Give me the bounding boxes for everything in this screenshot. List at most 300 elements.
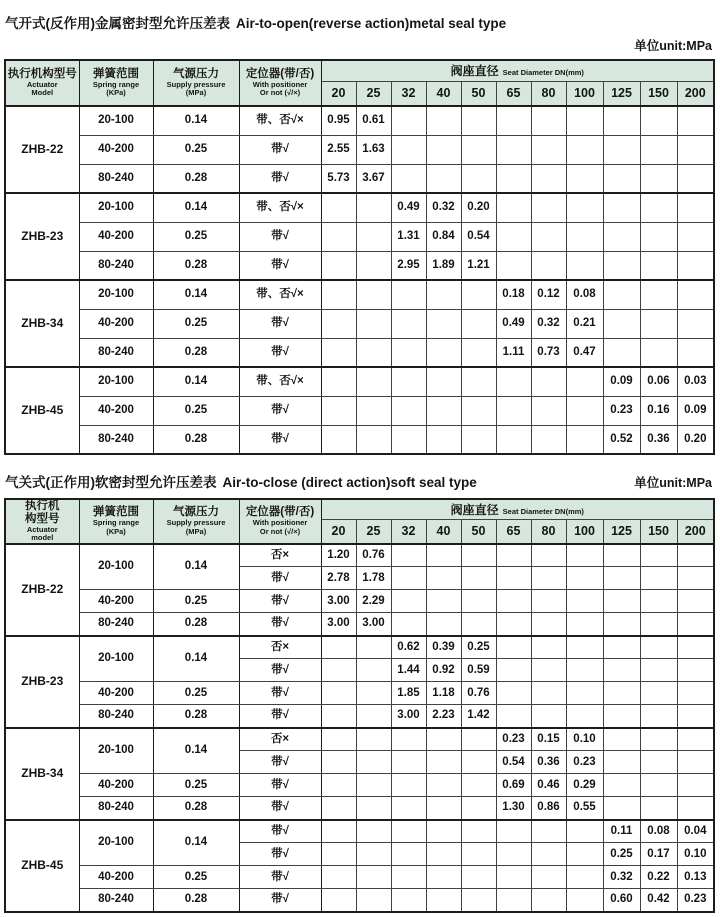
pressure-value-cell [531, 590, 566, 613]
pressure-value-cell [321, 843, 356, 866]
pressure-value-cell [677, 222, 714, 251]
table-row [5, 135, 714, 164]
col-header-seat-diameter: 阀座直径 Seat Diameter DN(mm) [321, 60, 714, 81]
pressure-value-cell [496, 425, 531, 454]
pressure-value-cell [321, 797, 356, 820]
pressure-value-cell: 0.76 [461, 682, 496, 705]
pressure-value-cell [640, 728, 677, 751]
pressure-value-cell [496, 567, 531, 590]
pressure-value-cell [426, 843, 461, 866]
supply-pressure-cell: 0.28 [153, 613, 239, 636]
pressure-value-cell [603, 728, 640, 751]
spring-range-cell: 40-200 [79, 135, 153, 164]
spring-range-cell: 20-100 [79, 728, 153, 774]
table-row [5, 338, 714, 367]
pressure-value-cell [426, 280, 461, 309]
positioner-cell: 带√ [239, 164, 321, 193]
pressure-value-cell: 3.00 [321, 590, 356, 613]
pressure-value-cell [603, 338, 640, 367]
pressure-value-cell: 1.78 [356, 567, 391, 590]
pressure-value-cell [603, 682, 640, 705]
dn-column-header: 65 [496, 520, 531, 544]
pressure-value-cell [603, 222, 640, 251]
pressure-value-cell [321, 309, 356, 338]
pressure-value-cell [531, 843, 566, 866]
pressure-value-cell [426, 396, 461, 425]
table-row [5, 193, 714, 222]
pressure-value-cell [461, 866, 496, 889]
dn-column-header: 80 [531, 81, 566, 106]
pressure-value-cell [496, 866, 531, 889]
pressure-value-cell: 0.52 [603, 425, 640, 454]
pressure-value-cell [391, 774, 426, 797]
pressure-value-cell: 1.63 [356, 135, 391, 164]
dn-column-header: 80 [531, 520, 566, 544]
pressure-value-cell [321, 728, 356, 751]
pressure-value-cell: 3.00 [321, 613, 356, 636]
dn-column-header: 50 [461, 520, 496, 544]
pressure-value-cell: 0.16 [640, 396, 677, 425]
pressure-value-cell [531, 193, 566, 222]
pressure-value-cell [640, 106, 677, 135]
pressure-value-cell: 1.44 [391, 659, 426, 682]
pressure-value-cell [391, 425, 426, 454]
pressure-value-cell [356, 889, 391, 912]
pressure-value-cell [677, 251, 714, 280]
supply-pressure-cell: 0.25 [153, 396, 239, 425]
pressure-value-cell [640, 544, 677, 567]
pressure-value-cell: 0.49 [496, 309, 531, 338]
pressure-value-cell [356, 338, 391, 367]
pressure-value-cell [321, 659, 356, 682]
pressure-value-cell [321, 396, 356, 425]
pressure-value-cell: 1.89 [426, 251, 461, 280]
pressure-value-cell [603, 193, 640, 222]
pressure-value-cell [496, 135, 531, 164]
pressure-value-cell: 0.08 [640, 820, 677, 843]
supply-pressure-cell: 0.14 [153, 193, 239, 222]
table-row [5, 309, 714, 338]
supply-pressure-cell: 0.14 [153, 280, 239, 309]
table-row [5, 636, 714, 659]
pressure-value-cell [426, 309, 461, 338]
pressure-value-cell [603, 636, 640, 659]
pressure-value-cell [391, 866, 426, 889]
pressure-value-cell [496, 820, 531, 843]
pressure-value-cell: 0.46 [531, 774, 566, 797]
pressure-value-cell: 5.73 [321, 164, 356, 193]
dn-column-header: 200 [677, 81, 714, 106]
supply-pressure-cell: 0.25 [153, 774, 239, 797]
positioner-cell: 带√ [239, 659, 321, 682]
col-header-seat-diameter: 阀座直径 Seat Diameter DN(mm) [321, 499, 714, 520]
spring-range-cell: 80-240 [79, 338, 153, 367]
pressure-value-cell [426, 613, 461, 636]
pressure-value-cell [461, 889, 496, 912]
pressure-value-cell [531, 636, 566, 659]
pressure-value-cell [531, 567, 566, 590]
col-header-actuator-model: 执行机构型号 Actuator Model [5, 60, 79, 106]
positioner-cell: 带√ [239, 682, 321, 705]
pressure-value-cell [321, 751, 356, 774]
pressure-value-cell [640, 705, 677, 728]
pressure-value-cell: 0.03 [677, 367, 714, 396]
spring-range-cell: 40-200 [79, 866, 153, 889]
pressure-value-cell [640, 797, 677, 820]
pressure-value-cell [321, 866, 356, 889]
pressure-value-cell [566, 425, 603, 454]
pressure-value-cell [603, 705, 640, 728]
pressure-value-cell [531, 396, 566, 425]
pressure-value-cell [677, 774, 714, 797]
pressure-value-cell: 0.09 [603, 367, 640, 396]
pressure-value-cell [640, 251, 677, 280]
pressure-value-cell [461, 367, 496, 396]
table-row [5, 728, 714, 751]
supply-pressure-cell: 0.14 [153, 636, 239, 682]
spring-range-cell: 40-200 [79, 774, 153, 797]
pressure-value-cell [677, 193, 714, 222]
dn-column-header: 65 [496, 81, 531, 106]
pressure-value-cell: 0.23 [566, 751, 603, 774]
pressure-value-cell [603, 613, 640, 636]
spring-range-cell: 20-100 [79, 820, 153, 866]
pressure-value-cell [640, 613, 677, 636]
supply-pressure-cell: 0.25 [153, 866, 239, 889]
pressure-value-cell: 1.20 [321, 544, 356, 567]
pressure-value-cell [356, 425, 391, 454]
pressure-value-cell [356, 193, 391, 222]
pressure-value-cell [461, 843, 496, 866]
dn-column-header: 125 [603, 81, 640, 106]
spring-range-cell: 20-100 [79, 106, 153, 135]
pressure-value-cell [391, 280, 426, 309]
pressure-value-cell [321, 425, 356, 454]
pressure-value-cell [461, 728, 496, 751]
positioner-cell: 带、否√× [239, 280, 321, 309]
pressure-value-cell [496, 613, 531, 636]
table-row [5, 251, 714, 280]
pressure-value-cell: 0.23 [677, 889, 714, 912]
pressure-value-cell [356, 843, 391, 866]
pressure-value-cell [677, 338, 714, 367]
pressure-value-cell: 0.06 [640, 367, 677, 396]
pressure-value-cell [426, 820, 461, 843]
table-row [5, 367, 714, 396]
pressure-value-cell: 0.23 [496, 728, 531, 751]
pressure-value-cell [321, 636, 356, 659]
pressure-value-cell [640, 193, 677, 222]
pressure-value-cell [531, 135, 566, 164]
pressure-value-cell [603, 774, 640, 797]
pressure-value-cell: 0.29 [566, 774, 603, 797]
pressure-value-cell [321, 705, 356, 728]
pressure-value-cell: 0.22 [640, 866, 677, 889]
pressure-value-cell [531, 682, 566, 705]
pressure-value-cell [356, 309, 391, 338]
soft-seal-title-cn: 气关式(正作用)软密封型允许压差表 [5, 475, 217, 490]
pressure-value-cell: 0.20 [461, 193, 496, 222]
table-row [5, 613, 714, 636]
pressure-value-cell [356, 682, 391, 705]
pressure-value-cell [321, 251, 356, 280]
supply-pressure-cell: 0.14 [153, 544, 239, 590]
dn-column-header: 40 [426, 81, 461, 106]
pressure-value-cell [426, 728, 461, 751]
pressure-value-cell [603, 106, 640, 135]
pressure-value-cell [496, 396, 531, 425]
pressure-value-cell [531, 164, 566, 193]
pressure-value-cell: 0.12 [531, 280, 566, 309]
pressure-value-cell [321, 280, 356, 309]
pressure-value-cell [566, 396, 603, 425]
pressure-value-cell: 0.25 [461, 636, 496, 659]
spring-range-cell: 80-240 [79, 425, 153, 454]
positioner-cell: 带√ [239, 135, 321, 164]
pressure-value-cell: 2.29 [356, 590, 391, 613]
pressure-value-cell [321, 338, 356, 367]
pressure-value-cell [531, 705, 566, 728]
pressure-value-cell [677, 106, 714, 135]
pressure-value-cell [603, 251, 640, 280]
spring-range-cell: 20-100 [79, 367, 153, 396]
pressure-value-cell [640, 135, 677, 164]
pressure-value-cell [426, 106, 461, 135]
pressure-value-cell [566, 106, 603, 135]
pressure-value-cell [566, 889, 603, 912]
spring-range-cell: 40-200 [79, 396, 153, 425]
pressure-value-cell [496, 682, 531, 705]
pressure-value-cell [677, 280, 714, 309]
pressure-value-cell: 1.42 [461, 705, 496, 728]
col-header-supply-pressure: 气源压力 Supply pressure (MPa) [153, 60, 239, 106]
pressure-value-cell [677, 751, 714, 774]
pressure-value-cell: 0.32 [603, 866, 640, 889]
positioner-cell: 带√ [239, 338, 321, 367]
soft-seal-table [4, 498, 715, 913]
pressure-value-cell [677, 309, 714, 338]
pressure-value-cell [356, 751, 391, 774]
metal-seal-title [4, 8, 714, 34]
pressure-value-cell [603, 309, 640, 338]
pressure-value-cell [640, 751, 677, 774]
pressure-value-cell [566, 222, 603, 251]
pressure-value-cell [356, 251, 391, 280]
pressure-value-cell [531, 222, 566, 251]
pressure-value-cell [566, 193, 603, 222]
table-row [5, 682, 714, 705]
supply-pressure-cell: 0.28 [153, 251, 239, 280]
positioner-cell: 带√ [239, 309, 321, 338]
positioner-cell: 带√ [239, 251, 321, 280]
pressure-value-cell [496, 367, 531, 396]
pressure-value-cell [566, 820, 603, 843]
pressure-value-cell [391, 338, 426, 367]
pressure-value-cell [391, 544, 426, 567]
pressure-value-cell [356, 797, 391, 820]
dn-column-header: 40 [426, 520, 461, 544]
pressure-value-cell [391, 396, 426, 425]
pressure-value-cell: 0.73 [531, 338, 566, 367]
pressure-value-cell [426, 797, 461, 820]
positioner-cell: 带、否√× [239, 106, 321, 135]
pressure-value-cell [356, 367, 391, 396]
pressure-value-cell [461, 820, 496, 843]
actuator-model-cell: ZHB-45 [5, 367, 79, 454]
pressure-value-cell [426, 866, 461, 889]
supply-pressure-cell: 0.28 [153, 797, 239, 820]
pressure-value-cell [603, 590, 640, 613]
pressure-value-cell [461, 106, 496, 135]
pressure-value-cell [391, 309, 426, 338]
spring-range-cell: 40-200 [79, 590, 153, 613]
positioner-cell: 带√ [239, 705, 321, 728]
pressure-value-cell [356, 774, 391, 797]
pressure-value-cell [426, 544, 461, 567]
positioner-cell: 带√ [239, 396, 321, 425]
pressure-value-cell: 0.61 [356, 106, 391, 135]
pressure-value-cell [531, 866, 566, 889]
pressure-value-cell: 0.25 [603, 843, 640, 866]
positioner-cell: 带√ [239, 751, 321, 774]
col-header-positioner: 定位器(带/否) With positioner Or not (√/×) [239, 60, 321, 106]
spring-range-cell: 80-240 [79, 889, 153, 912]
pressure-value-cell: 2.78 [321, 567, 356, 590]
pressure-value-cell [461, 774, 496, 797]
pressure-value-cell [677, 544, 714, 567]
positioner-cell: 否× [239, 728, 321, 751]
pressure-value-cell: 1.11 [496, 338, 531, 367]
supply-pressure-cell: 0.28 [153, 705, 239, 728]
metal-seal-table [4, 59, 715, 455]
spring-range-cell: 20-100 [79, 636, 153, 682]
pressure-value-cell [640, 338, 677, 367]
dn-column-header: 150 [640, 81, 677, 106]
positioner-cell: 带√ [239, 843, 321, 866]
dn-column-header: 20 [321, 520, 356, 544]
table-row [5, 866, 714, 889]
spring-range-cell: 80-240 [79, 164, 153, 193]
pressure-value-cell [603, 164, 640, 193]
pressure-value-cell [426, 135, 461, 164]
pressure-value-cell [461, 590, 496, 613]
table-row [5, 797, 714, 820]
pressure-value-cell: 1.30 [496, 797, 531, 820]
pressure-value-cell [640, 774, 677, 797]
pressure-value-cell [461, 425, 496, 454]
soft-seal-title-en: Air-to-close (direct action)soft seal type [222, 475, 477, 490]
pressure-value-cell [391, 843, 426, 866]
pressure-value-cell [426, 774, 461, 797]
pressure-value-cell [677, 567, 714, 590]
col-header-actuator-model: 执行机 构型号 Actuator model [5, 499, 79, 544]
pressure-value-cell [461, 309, 496, 338]
pressure-value-cell [461, 338, 496, 367]
pressure-value-cell [496, 106, 531, 135]
pressure-value-cell [496, 843, 531, 866]
positioner-cell: 带√ [239, 820, 321, 843]
pressure-value-cell [426, 567, 461, 590]
pressure-value-cell: 0.18 [496, 280, 531, 309]
pressure-value-cell: 1.85 [391, 682, 426, 705]
pressure-value-cell [566, 164, 603, 193]
pressure-value-cell: 0.47 [566, 338, 603, 367]
pressure-value-cell [677, 659, 714, 682]
pressure-value-cell: 1.18 [426, 682, 461, 705]
pressure-value-cell [356, 728, 391, 751]
pressure-value-cell [566, 613, 603, 636]
pressure-value-cell [496, 164, 531, 193]
supply-pressure-cell: 0.14 [153, 728, 239, 774]
pressure-value-cell: 0.09 [677, 396, 714, 425]
pressure-value-cell [677, 135, 714, 164]
pressure-value-cell [426, 889, 461, 912]
pressure-value-cell: 0.62 [391, 636, 426, 659]
pressure-value-cell [640, 636, 677, 659]
pressure-value-cell [391, 751, 426, 774]
table-row [5, 280, 714, 309]
pressure-value-cell [461, 280, 496, 309]
pressure-value-cell [603, 659, 640, 682]
table-row [5, 544, 714, 567]
pressure-value-cell [603, 135, 640, 164]
pressure-value-cell: 0.69 [496, 774, 531, 797]
pressure-value-cell: 0.17 [640, 843, 677, 866]
pressure-value-cell: 0.08 [566, 280, 603, 309]
pressure-value-cell [496, 193, 531, 222]
pressure-value-cell [356, 705, 391, 728]
dn-column-header: 100 [566, 520, 603, 544]
pressure-value-cell [640, 164, 677, 193]
pressure-value-cell [461, 797, 496, 820]
supply-pressure-cell: 0.25 [153, 309, 239, 338]
table-row [5, 820, 714, 843]
pressure-value-cell: 0.54 [496, 751, 531, 774]
dn-column-header: 125 [603, 520, 640, 544]
pressure-value-cell [640, 682, 677, 705]
pressure-value-cell [496, 636, 531, 659]
pressure-value-cell [321, 222, 356, 251]
pressure-value-cell [640, 590, 677, 613]
pressure-value-cell: 0.39 [426, 636, 461, 659]
pressure-value-cell: 1.21 [461, 251, 496, 280]
pressure-value-cell [356, 280, 391, 309]
dn-column-header: 20 [321, 81, 356, 106]
table-row [5, 774, 714, 797]
spring-range-cell: 80-240 [79, 797, 153, 820]
table-row [5, 425, 714, 454]
pressure-value-cell [566, 866, 603, 889]
pressure-value-cell [640, 659, 677, 682]
pressure-value-cell [566, 843, 603, 866]
supply-pressure-cell: 0.14 [153, 367, 239, 396]
supply-pressure-cell: 0.14 [153, 820, 239, 866]
pressure-value-cell [461, 164, 496, 193]
pressure-value-cell [603, 544, 640, 567]
pressure-value-cell: 2.55 [321, 135, 356, 164]
pressure-value-cell: 0.04 [677, 820, 714, 843]
pressure-value-cell [391, 889, 426, 912]
supply-pressure-cell: 0.25 [153, 135, 239, 164]
pressure-value-cell: 0.32 [426, 193, 461, 222]
pressure-value-cell [566, 636, 603, 659]
pressure-value-cell: 3.00 [391, 705, 426, 728]
dn-column-header: 25 [356, 520, 391, 544]
metal-seal-title-cn: 气开式(反作用)金属密封型允许压差表 [5, 16, 230, 31]
spring-range-cell: 80-240 [79, 705, 153, 728]
pressure-value-cell [496, 590, 531, 613]
pressure-value-cell [426, 751, 461, 774]
